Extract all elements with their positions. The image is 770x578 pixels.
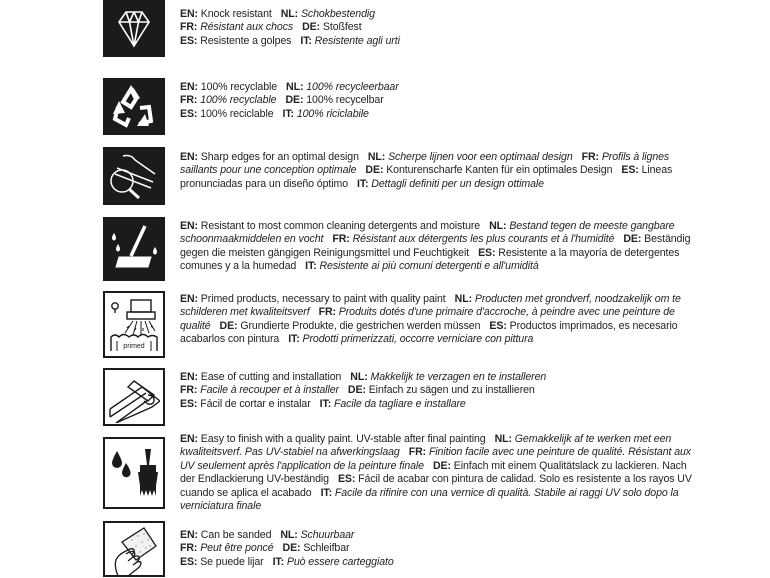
feature-description: Knock resistant [200,8,272,20]
language-label: EN: [180,293,201,305]
sanding-hand-icon [103,521,165,577]
feature-text-line [180,81,399,94]
feature-description: Ease of cutting and installation [200,371,342,383]
feature-text-line [180,556,394,569]
feature-text-line [180,398,546,411]
feature-text-line [180,94,399,107]
language-label: ES: [621,164,642,177]
language-pair [180,151,359,163]
feature-row-text [180,81,399,121]
feature-text-line [180,433,704,513]
language-label: EN: [180,220,201,232]
feature-description: Bestand tegen de meeste gangbare schoonmaakmiddelen en vocht [180,220,675,246]
language-pair [180,81,277,93]
language-pair [286,81,399,93]
language-label: DE: [282,542,304,555]
language-label: ES: [180,555,201,568]
feature-text-line [180,542,394,555]
language-pair [180,529,271,541]
feature-row-text [180,220,704,274]
feature-description: 100% recycleerbaar [306,81,399,93]
language-label: FR: [180,542,201,555]
feature-description: Facile da tagliare e installare [333,397,466,410]
feature-text-line [180,108,399,121]
language-pair [220,320,481,332]
language-pair [273,556,394,568]
feature-description: Profils à lignes saillants pour une conception optimale [180,151,670,177]
feature-row-text [180,151,704,191]
feature-text-line [180,371,546,384]
feature-description: Producten met grondverf, noodzakelijk om te schilderen met kwaliteitsverf [180,293,681,319]
feature-description: Produits dotés d'une primaire d'accroche, à peindre avec une peinture de qualité [180,306,675,332]
feature-description: 100% reciclable [200,107,274,120]
language-label: IT: [356,177,372,190]
language-label: IT: [320,486,335,499]
language-label: DE: [302,21,323,34]
feature-row-text [180,293,704,347]
feature-text-line [180,8,400,21]
feature-description: Sharp edges for an optimal design [200,151,359,163]
language-label: EN: [180,433,201,445]
feature-description: Facile à recouper et à installer [200,384,339,397]
language-label: NL: [286,81,307,93]
language-label: ES: [180,107,201,120]
diamond-icon [103,0,165,57]
saw-cutting-icon [103,368,165,426]
language-label: NL: [280,8,301,20]
language-pair [180,220,480,232]
language-pair [180,108,274,120]
language-pair [288,333,533,345]
feature-text-line [180,220,704,274]
feature-description: Resistant to most common cleaning detergents and moisture [200,220,481,232]
language-pair [281,8,375,20]
feature-text-line [180,384,546,397]
language-pair [365,164,612,176]
language-pair [180,371,341,383]
feature-description: Grundierte Produkte, die gestrichen werden müssen [240,319,481,332]
language-pair [180,384,339,396]
feature-description: Prodotti primerizzati, occorre verniciare con pittura [302,333,534,346]
feature-description: Schuurbaar [300,529,355,541]
language-label: ES: [180,34,201,47]
feature-description: Beständig gegen die meisten gängigen Reinigungsmittel und Feuchtigkeit [180,233,691,259]
language-pair [350,371,546,383]
feature-description: Resistente agli urti [314,34,400,47]
language-pair [180,21,293,33]
language-label: FR: [332,233,353,246]
feature-description: 100% riciclabile [296,107,369,120]
language-pair [180,542,274,554]
feature-text-line [180,151,704,191]
feature-row-text [180,433,704,513]
svg-text:primed: primed [123,342,145,350]
language-pair [300,35,399,47]
feature-description: Stoßfest [322,21,362,34]
feature-description: Einfach zu sägen und zu installieren [368,384,535,397]
feature-description: Resistente a la mayoría de detergentes comunes y a la humedad [180,246,680,273]
feature-description: Schleifbar [303,542,350,555]
language-label: ES: [337,473,359,486]
language-label: EN: [180,529,201,541]
language-label: DE: [432,459,454,472]
feature-description: Scherpe lijnen voor een optimaal design [388,151,573,163]
language-label: FR: [318,306,339,319]
feature-description: Fácil de cortar e instalar [200,397,311,410]
feature-description: Schokbestendig [300,8,375,20]
language-label: FR: [180,384,201,397]
language-pair [180,293,446,305]
language-label: IT: [282,107,297,120]
feature-description: Peut être poncé [200,542,274,555]
language-label: ES: [489,319,510,332]
language-label: IT: [288,333,303,346]
language-label: FR: [581,151,602,163]
language-pair [180,8,272,20]
feature-description: Productos imprimados, es necesario acabarlos con pintura [180,319,678,346]
language-label: NL: [489,220,510,232]
language-pair [368,151,573,163]
language-label: ES: [478,246,499,259]
feature-description: Può essere carteggiato [286,555,394,568]
feature-description: Résistant aux chocs [200,21,294,34]
language-label: FR: [180,94,201,107]
language-label: DE: [365,164,387,177]
feature-text-line [180,35,400,48]
feature-description: Résistant aux détergents les plus courants et à l'humidité [352,233,615,246]
language-label: NL: [454,293,475,305]
feature-description: Lineas pronunciadas para un diseño óptimo [180,164,673,190]
feature-row-text [180,529,394,569]
language-label: IT: [272,555,287,568]
language-pair [320,398,466,410]
language-pair [285,94,383,106]
feature-description: Finition facile avec une peinture de qualité. Résistant aux UV seulement après l'application de la peinture finale [180,446,691,472]
language-pair [180,94,276,106]
sharp-edges-icon [103,147,165,205]
language-label: EN: [180,8,201,20]
feature-description: Resistente a golpes [200,34,292,47]
feature-description: Can be sanded [200,529,272,541]
feature-description: Einfach mit einem Qualitätslack zu lackieren. Nach der Endlackierung UV-beständig [180,459,687,486]
language-pair [180,35,291,47]
feature-description: Easy to finish with a quality paint. UV-stable after final painting [200,433,486,445]
feature-description: 100% recyclable [200,81,278,93]
language-label: DE: [285,94,307,107]
language-pair [357,178,544,190]
language-label: EN: [180,371,201,383]
recycle-icon [103,78,165,135]
feature-description: Konturenscharfe Kanten für ein optimales Design [386,164,613,177]
feature-text-line [180,293,704,347]
feature-text-line [180,529,394,542]
feature-text-line [180,21,400,34]
language-pair [180,556,264,568]
language-pair [280,529,354,541]
language-label: NL: [367,151,389,163]
language-label: ES: [180,397,201,410]
language-label: NL: [280,529,301,541]
language-label: IT: [300,34,315,47]
language-label: DE: [347,384,369,397]
language-label: FR: [180,21,201,34]
language-pair [283,542,350,554]
feature-row-text [180,8,400,48]
cleaning-mop-icon [103,217,165,281]
feature-description: Primed products, necessary to paint with quality paint [200,293,446,305]
feature-description: Facile da rifinire con una vernice di qualità. Stabile ai raggi UV solo dopo la verniciatura finale [180,486,679,513]
feature-row-text [180,371,546,411]
language-label: DE: [623,233,645,246]
feature-description: Gemakkelijk af te werken met een kwaliteitsverf. Pas UV-stabiel na afwerkingslaag [180,433,672,459]
language-label: EN: [180,151,201,163]
language-pair [302,21,361,33]
language-pair [332,233,614,245]
language-label: NL: [350,371,371,383]
language-pair [305,260,538,272]
language-pair [348,384,535,396]
language-label: DE: [219,319,241,332]
language-label: IT: [305,260,320,273]
feature-description: Fácil de acabar con pintura de calidad. Solo es resistente a los rayos UV cuando se aplica el acabado [180,473,692,499]
language-pair [180,398,311,410]
paint-brush-icon [103,437,165,509]
feature-description: 100% recyclable [200,94,277,107]
primed-spray-icon [103,291,165,358]
feature-description: Makkelijk te verzagen en te installeren [370,371,547,383]
language-label: IT: [319,397,334,410]
language-pair [283,108,369,120]
feature-description: Se puede lijar [200,555,264,568]
language-label: FR: [408,446,429,459]
feature-description: Dettagli definiti per un design ottimale [371,177,544,190]
language-pair [180,433,486,445]
language-label: EN: [180,81,201,93]
language-label: NL: [494,433,515,445]
feature-description: 100% recycelbar [306,94,384,107]
feature-description: Resistente ai più comuni detergenti e all'umidità [319,260,539,273]
